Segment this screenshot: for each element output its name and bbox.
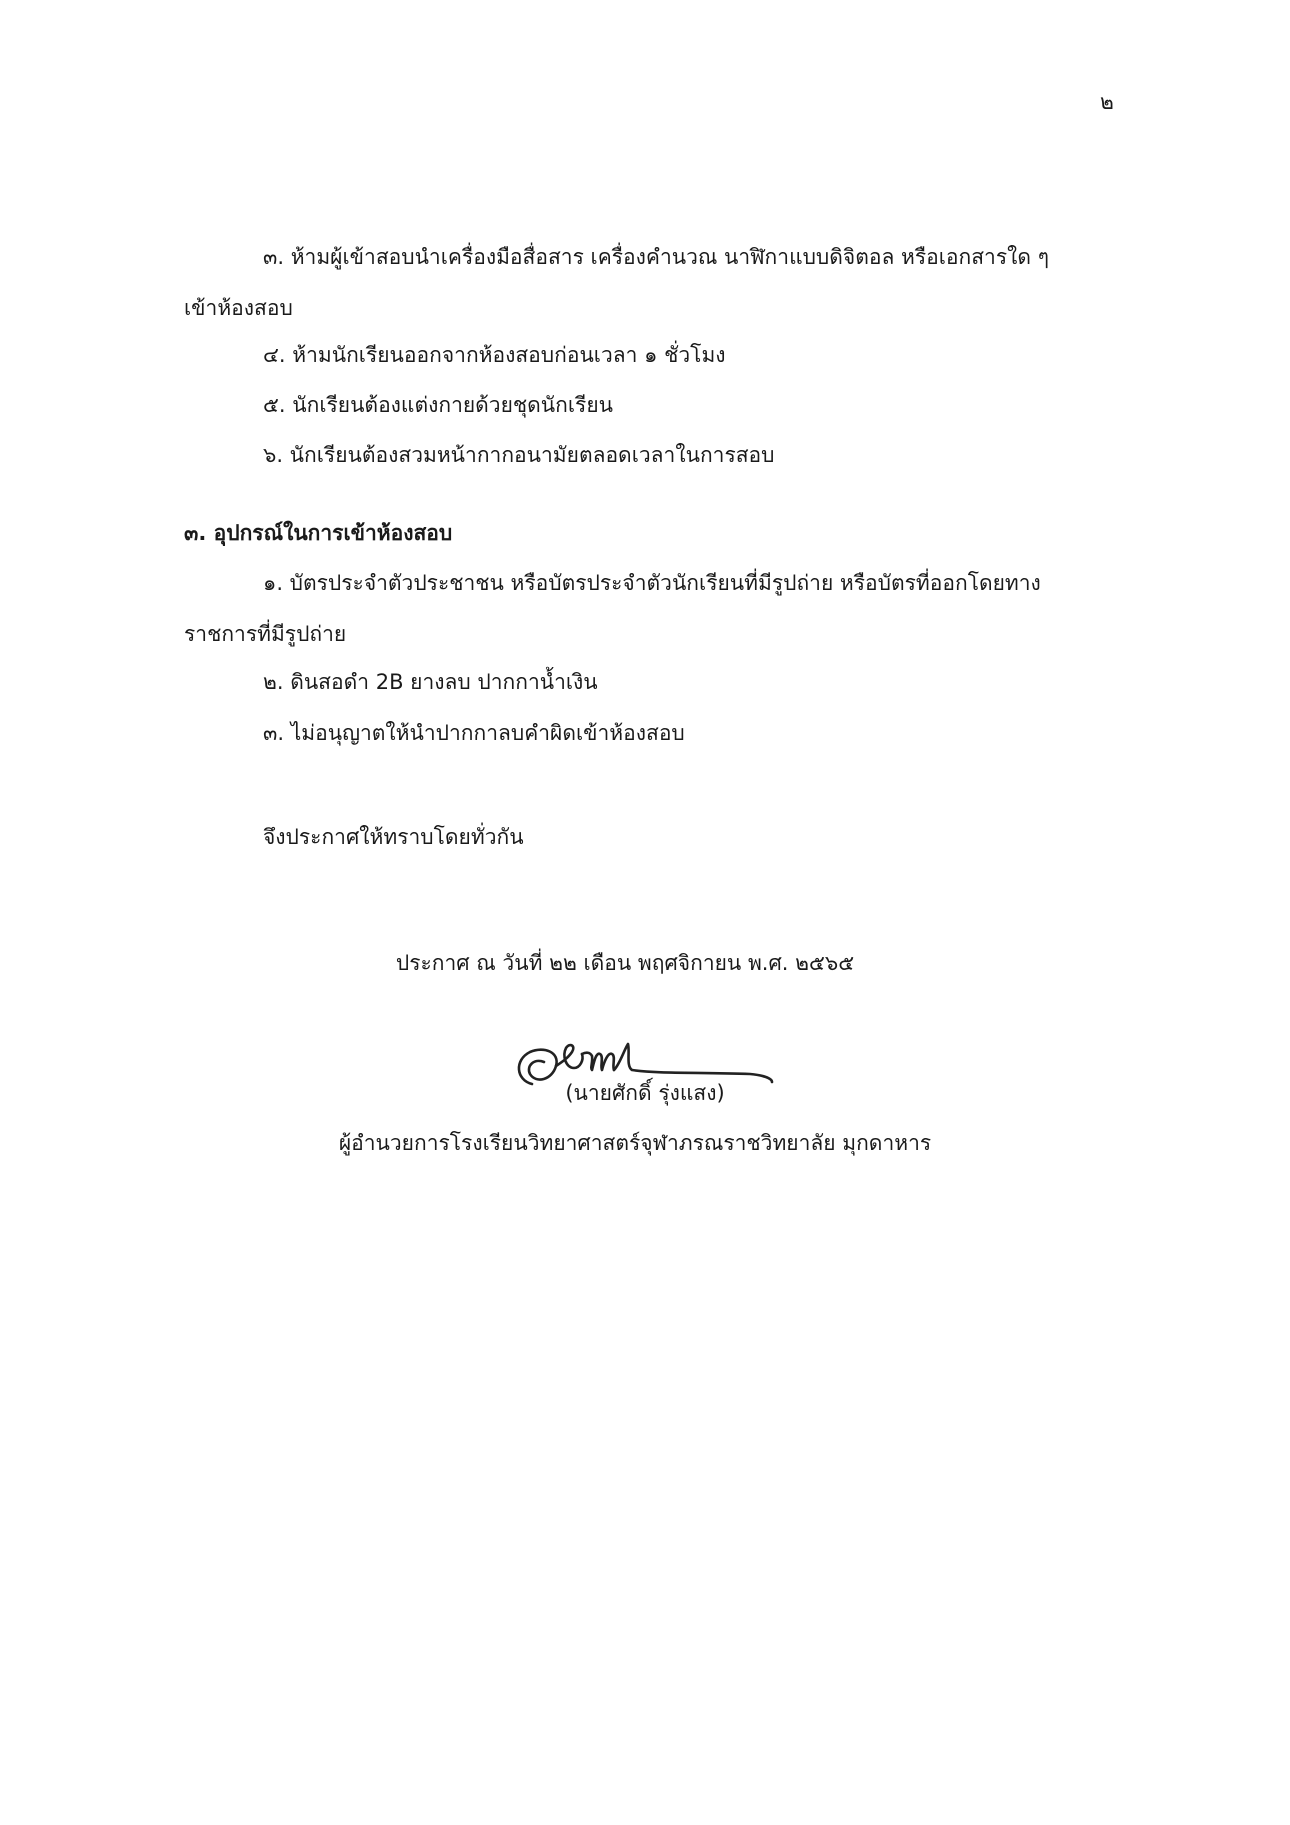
section-3-item-2: ๒. ดินสอดำ 2B ยางลบ ปากกาน้ำเงิน (263, 670, 598, 694)
signer-title: ผู้อำนวยการโรงเรียนวิทยาศาสตร์จุฬาภรณราชวิทยาลัย มุกดาหาร (338, 1131, 932, 1155)
rule-3-line-1: ๓. ห้ามผู้เข้าสอบนำเครื่องมือสื่อสาร เครื่องคำนวณ นาฬิกาแบบดิจิตอล หรือเอกสารใด ๆ (263, 245, 1049, 269)
announcement-statement: จึงประกาศให้ทราบโดยทั่วกัน (263, 825, 524, 849)
section-3-heading: ๓. อุปกรณ์ในการเข้าห้องสอบ (184, 521, 453, 545)
signer-name: (นายศักดิ์ รุ่งแสง) (565, 1081, 725, 1105)
section-3-item-3: ๓. ไม่อนุญาตให้นำปากกาลบคำผิดเข้าห้องสอบ (263, 721, 685, 745)
rule-4: ๔. ห้ามนักเรียนออกจากห้องสอบก่อนเวลา ๑ ชั่วโมง (263, 343, 726, 367)
section-3-item-1-line-2: ราชการที่มีรูปถ่าย (184, 622, 347, 646)
announcement-date: ประกาศ ณ วันที่ ๒๒ เดือน พฤศจิกายน พ.ศ. ๒๕๖๕ (395, 951, 855, 975)
page-number: ๒ (1100, 90, 1114, 114)
rule-6: ๖. นักเรียนต้องสวมหน้ากากอนามัยตลอดเวลาในการสอบ (263, 443, 775, 467)
rule-3-line-2: เข้าห้องสอบ (184, 296, 293, 320)
rule-5: ๕. นักเรียนต้องแต่งกายด้วยชุดนักเรียน (263, 393, 613, 417)
section-3-item-1-line-1: ๑. บัตรประจำตัวประชาชน หรือบัตรประจำตัวนักเรียนที่มีรูปถ่าย หรือบัตรที่ออกโดยทาง (263, 571, 1041, 595)
